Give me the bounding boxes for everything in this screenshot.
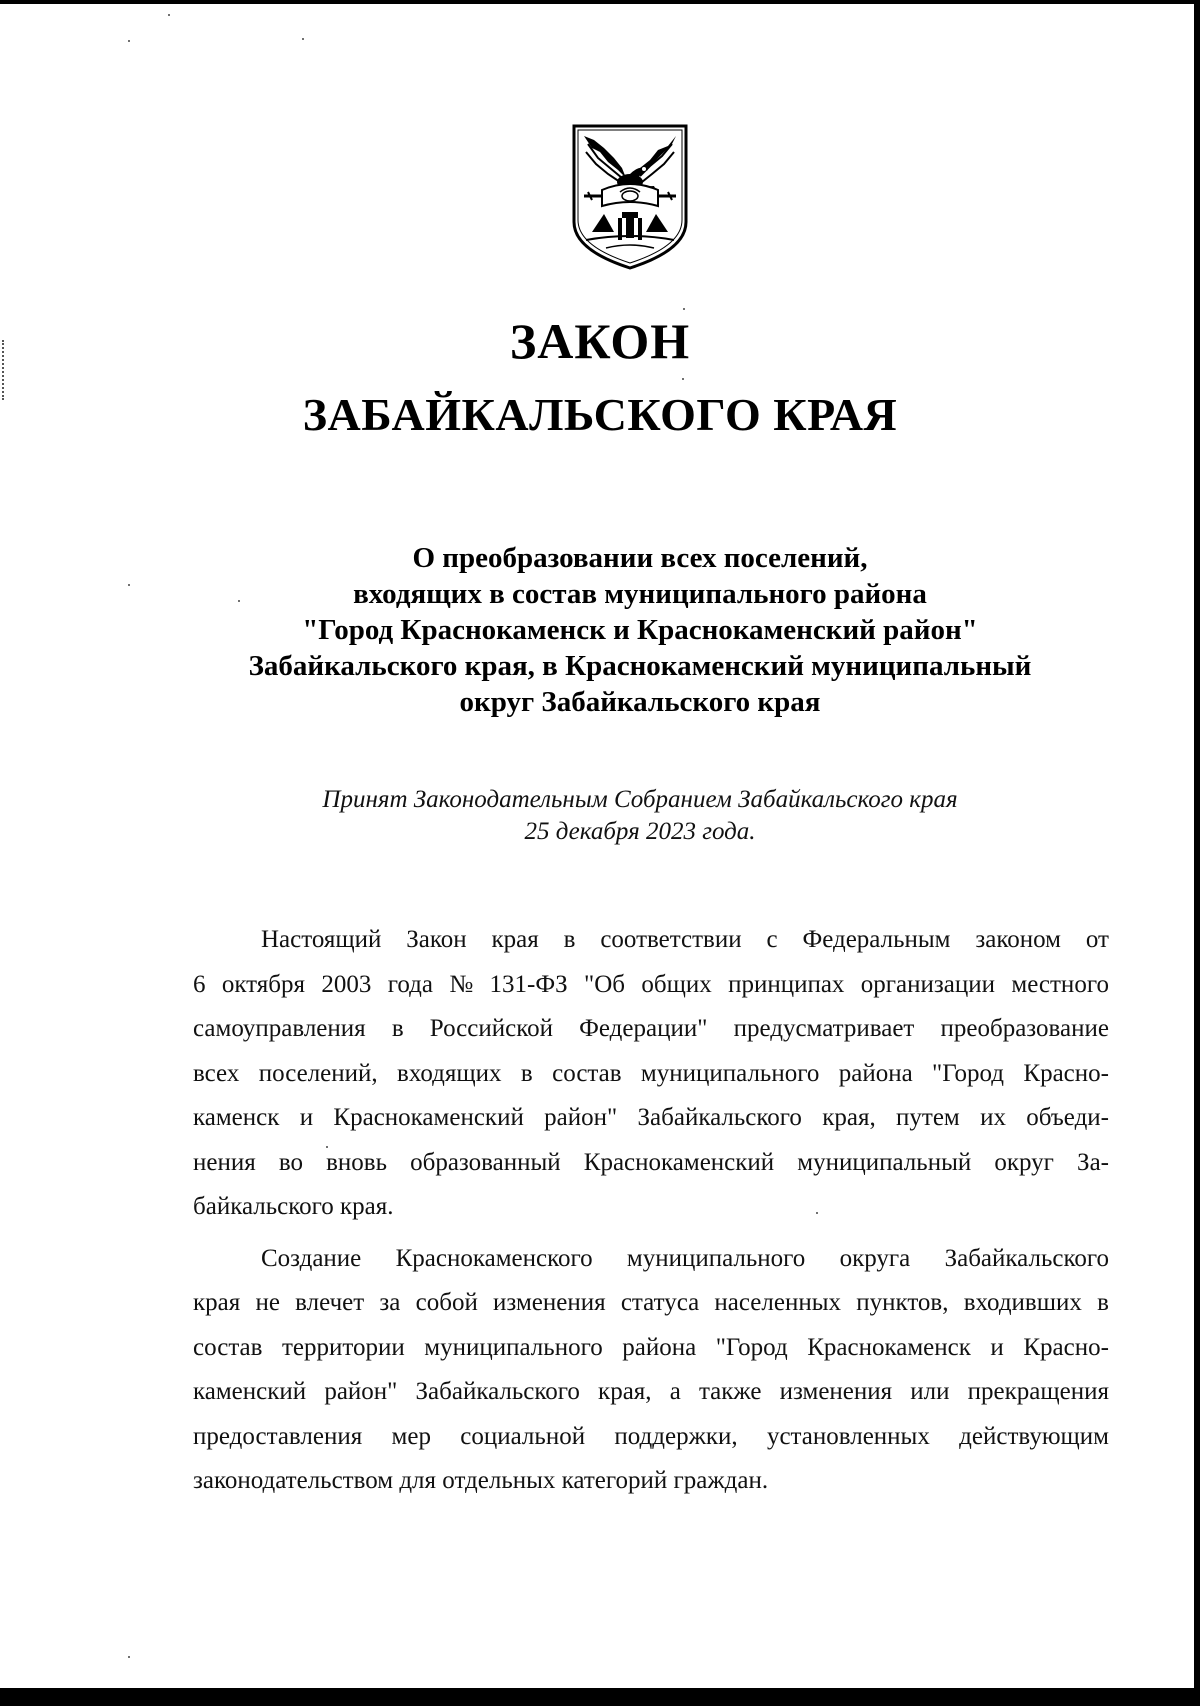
word: также <box>698 1378 762 1405</box>
text-line <box>193 918 1109 963</box>
word: или <box>910 1378 950 1405</box>
word: Краснокаменский <box>583 1148 775 1176</box>
word: изменения <box>779 1378 893 1405</box>
word: самоуправления <box>193 1015 366 1042</box>
word: входящих <box>397 1059 502 1087</box>
word: законодательством для отдельных категорий граждан. <box>193 1467 769 1494</box>
word: социальной <box>460 1422 586 1450</box>
word: местного <box>1011 970 1109 998</box>
text-line <box>193 1237 1109 1282</box>
word: нения <box>193 1148 256 1176</box>
text-line <box>193 1326 1109 1371</box>
document-title-region: ЗАБАЙКАЛЬСКОГО КРАЯ <box>302 389 898 440</box>
word: Федеральным <box>802 926 951 953</box>
word: предоставления <box>193 1422 363 1450</box>
word: Закон <box>406 926 467 953</box>
scan-speck <box>302 38 304 40</box>
word: общих <box>641 970 712 998</box>
subject-line: "Город Краснокаменск и Краснокаменский район" <box>302 614 978 646</box>
word: Настоящий <box>261 926 382 953</box>
word: округ <box>994 1148 1054 1176</box>
word: года <box>387 970 433 998</box>
word: Федерации" <box>579 1015 708 1042</box>
text-line <box>193 1415 1109 1460</box>
word: Красно- <box>1023 1333 1109 1361</box>
word: район" <box>324 1378 398 1405</box>
word: принципах <box>728 970 845 998</box>
scan-border-top <box>0 0 1200 4</box>
scan-speck <box>683 308 685 310</box>
word: 2003 <box>321 970 372 998</box>
word: в <box>1097 1289 1109 1316</box>
text-line <box>193 1185 1109 1230</box>
word: Краснокаменский <box>333 1104 524 1131</box>
text-line <box>193 1141 1109 1186</box>
word: в <box>391 1015 404 1042</box>
scan-speck <box>128 584 130 586</box>
text-line <box>193 1281 1109 1326</box>
word: от <box>1085 926 1109 953</box>
word: вновь <box>326 1148 387 1176</box>
word: района <box>622 1333 697 1361</box>
text-line <box>193 1052 1109 1097</box>
text-line <box>193 963 1109 1008</box>
word: края <box>491 926 539 953</box>
scan-border-bottom <box>0 1688 1200 1706</box>
subject-line: входящих в состав муниципального района <box>353 578 927 610</box>
word: соответствии <box>600 926 742 953</box>
word: и <box>990 1333 1004 1361</box>
word: Краснокаменск <box>807 1333 971 1361</box>
scan-speck <box>682 378 684 380</box>
text-line <box>193 1096 1109 1141</box>
word: "Об <box>584 970 625 998</box>
word: поддержки, <box>614 1422 738 1450</box>
word: установленных <box>766 1422 930 1450</box>
word: 131-ФЗ <box>489 970 568 998</box>
word: пунктов, <box>856 1289 949 1316</box>
word: не <box>255 1289 280 1316</box>
word: влечет <box>295 1289 365 1316</box>
word: "Город <box>932 1059 1005 1087</box>
text-line <box>193 1459 1109 1504</box>
word: законом <box>975 926 1061 953</box>
word: всех <box>193 1059 240 1087</box>
subject-line: Забайкальского края, в Краснокаменский муниципальный <box>248 650 1032 682</box>
paragraph <box>193 918 1109 1230</box>
text-line <box>193 1370 1109 1415</box>
word: Краснокаменского <box>395 1244 593 1272</box>
word: Российской <box>429 1015 553 1042</box>
scan-speck <box>168 14 170 16</box>
word: статуса <box>620 1289 700 1316</box>
word: края, <box>822 1104 876 1131</box>
word: района <box>838 1059 913 1087</box>
word: поселений, <box>258 1059 378 1087</box>
adoption-note <box>160 784 1120 848</box>
adoption-body: Принят Законодательным Собранием Забайкальского края <box>322 786 958 813</box>
word: с <box>766 926 778 953</box>
word: байкальского края. <box>193 1193 394 1220</box>
word: прекращения <box>967 1378 1109 1405</box>
subject-line: округ Забайкальского края <box>459 686 821 718</box>
word: за <box>379 1289 401 1316</box>
word: входивших <box>963 1289 1082 1316</box>
word: № <box>449 970 474 998</box>
word: "Город <box>715 1333 788 1361</box>
word: муниципального <box>424 1333 603 1361</box>
word: октября <box>221 970 305 998</box>
word: состав <box>552 1059 622 1087</box>
paragraph <box>193 1237 1109 1504</box>
subject-line: О преобразовании всех поселений, <box>412 542 868 574</box>
document-title: ЗАКОН <box>509 313 691 369</box>
word: муниципальный <box>797 1148 972 1176</box>
word: Забайкальского <box>637 1104 802 1131</box>
word: а <box>669 1378 681 1405</box>
word: края <box>193 1289 241 1316</box>
word: действующим <box>959 1422 1109 1450</box>
word: муниципального <box>626 1244 806 1272</box>
law-body <box>193 918 1109 1504</box>
word: организации <box>860 970 996 998</box>
word: края, <box>598 1378 652 1405</box>
word: преобразование <box>940 1015 1109 1042</box>
word: мер <box>391 1422 431 1450</box>
word: и <box>299 1104 314 1131</box>
word: каменск <box>193 1104 280 1131</box>
word: район" <box>544 1104 618 1131</box>
scan-speck <box>128 1656 130 1658</box>
zabaykalsky-krai-coat-of-arms-icon <box>570 122 690 270</box>
word: собой <box>415 1289 478 1316</box>
word: округа <box>839 1244 911 1272</box>
scan-speck <box>128 40 130 42</box>
word: в <box>520 1059 533 1087</box>
word: Забайкальского <box>415 1378 580 1405</box>
word: образованный <box>410 1148 561 1176</box>
word: населенных <box>714 1289 842 1316</box>
word: состав <box>193 1333 263 1361</box>
word: каменский <box>193 1378 307 1405</box>
law-subject <box>160 540 1120 720</box>
word: территории <box>281 1333 405 1361</box>
word: муниципального <box>640 1059 820 1087</box>
word: За- <box>1077 1148 1109 1176</box>
word: 6 <box>193 970 206 998</box>
word: объеди- <box>1026 1104 1109 1131</box>
scan-border-right <box>1194 0 1200 1706</box>
word: путем <box>896 1104 960 1131</box>
text-line <box>193 1007 1109 1052</box>
word: во <box>278 1148 303 1176</box>
word: изменения <box>493 1289 606 1316</box>
adoption-date: 25 декабря 2023 года. <box>524 818 756 845</box>
word: Забайкальского <box>944 1244 1109 1272</box>
word: предусматривает <box>733 1015 915 1042</box>
word: Создание <box>261 1244 362 1272</box>
word: в <box>563 926 576 953</box>
word: Красно- <box>1023 1059 1109 1087</box>
word: их <box>980 1104 1006 1131</box>
